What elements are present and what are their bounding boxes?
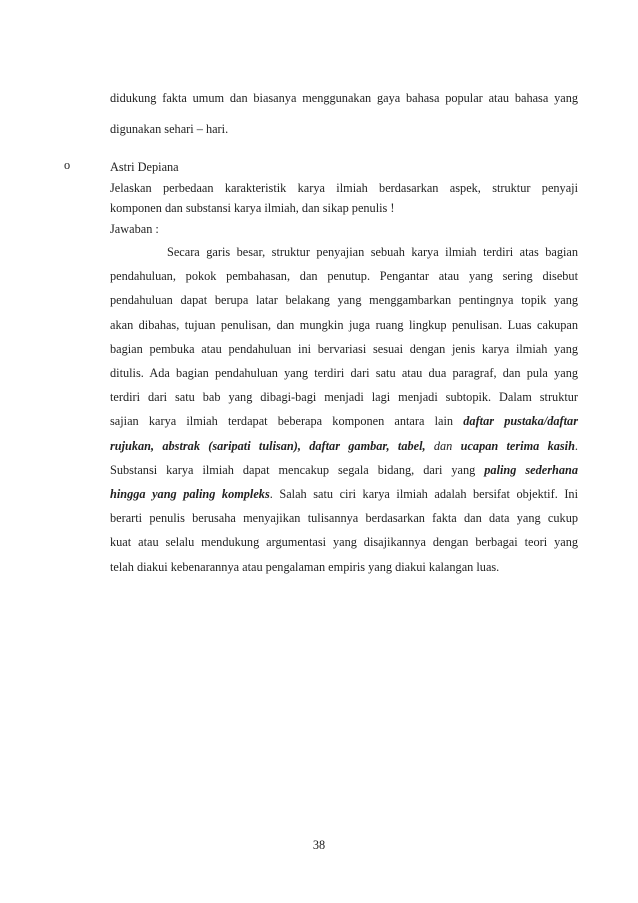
text-run: Substansi karya ilmiah dapat mencakup segala bidang, dari yang [110, 462, 476, 477]
list-item [110, 157, 578, 579]
text-line: digunakan sehari – hari. [110, 121, 229, 136]
text-line: ditulis. Ada bagian pendahuluan yang terdiri dari satu atau dua paragraf, dan pula yang [110, 366, 578, 381]
text-line [110, 482, 578, 506]
answer-paragraph [110, 240, 578, 579]
item-name: Astri Depiana [110, 160, 179, 174]
answer-label: Jawaban : [110, 221, 159, 236]
page-number: 38 [312, 838, 326, 852]
text-line: kuat atau selalu mendukung argumentasi yang disajikannya dengan berbagai teori yang [110, 535, 578, 550]
text-line: Secara garis besar, struktur penyajian sebuah karya ilmiah terdiri atas bagian [167, 245, 578, 259]
emphasis-text: hingga yang paling kompleks [110, 487, 270, 502]
text-line: telah diakui kebenarannya atau pengalaman empiris yang diakui kalangan luas. [110, 559, 500, 574]
text-line [110, 434, 578, 458]
text-line [110, 458, 578, 482]
text-run: . [574, 438, 578, 453]
italic-text: dan [433, 438, 453, 453]
emphasis-text: daftar pustaka/daftar [463, 414, 578, 429]
text-line: didukung fakta umum dan biasanya menggunakan gaya bahasa popular atau bahasa yang [110, 91, 578, 105]
text-line: pendahuluan, pokok pembahasan, dan penutup. Pengantar atau yang sering disebut [110, 269, 578, 284]
text-line: berarti penulis berusaha menyajikan tulisannya berdasarkan fakta dan data yang cukup [110, 511, 578, 526]
list-bullet: o [64, 158, 71, 172]
text-line [110, 409, 578, 433]
emphasis-text: rujukan, abstrak (saripati tulisan), daftar gambar, tabel, [110, 438, 426, 453]
text-line: terdiri dari satu bab yang dibagi-bagi menjadi lagi menjadi subtopik. Dalam struktur [110, 390, 578, 405]
text-line: pendahuluan dapat berupa latar belakang yang menggambarkan pentingnya topik yang [110, 293, 578, 308]
emphasis-text: paling sederhana [484, 462, 579, 477]
question-line: Jelaskan perbedaan karakteristik karya ilmiah berdasarkan aspek, struktur penyaji [110, 180, 578, 195]
emphasis-text: ucapan terima kasih [460, 438, 575, 453]
text-line: akan dibahas, tujuan penulisan, dan mungkin juga ruang lingkup penulisan. Luas cakupan [110, 317, 578, 332]
intro-continuation [110, 88, 578, 139]
question-line: komponen dan substansi karya ilmiah, dan sikap penulis ! [110, 201, 395, 215]
text-line: bagian pembuka atau pendahuluan ini bervariasi sesuai dengan jenis karya ilmiah yang [110, 341, 578, 356]
text-run: . Salah satu ciri karya ilmiah adalah bersifat objektif. Ini [269, 487, 578, 502]
text-run: sajian karya ilmiah terdapat beberapa komponen antara lain [110, 414, 454, 429]
